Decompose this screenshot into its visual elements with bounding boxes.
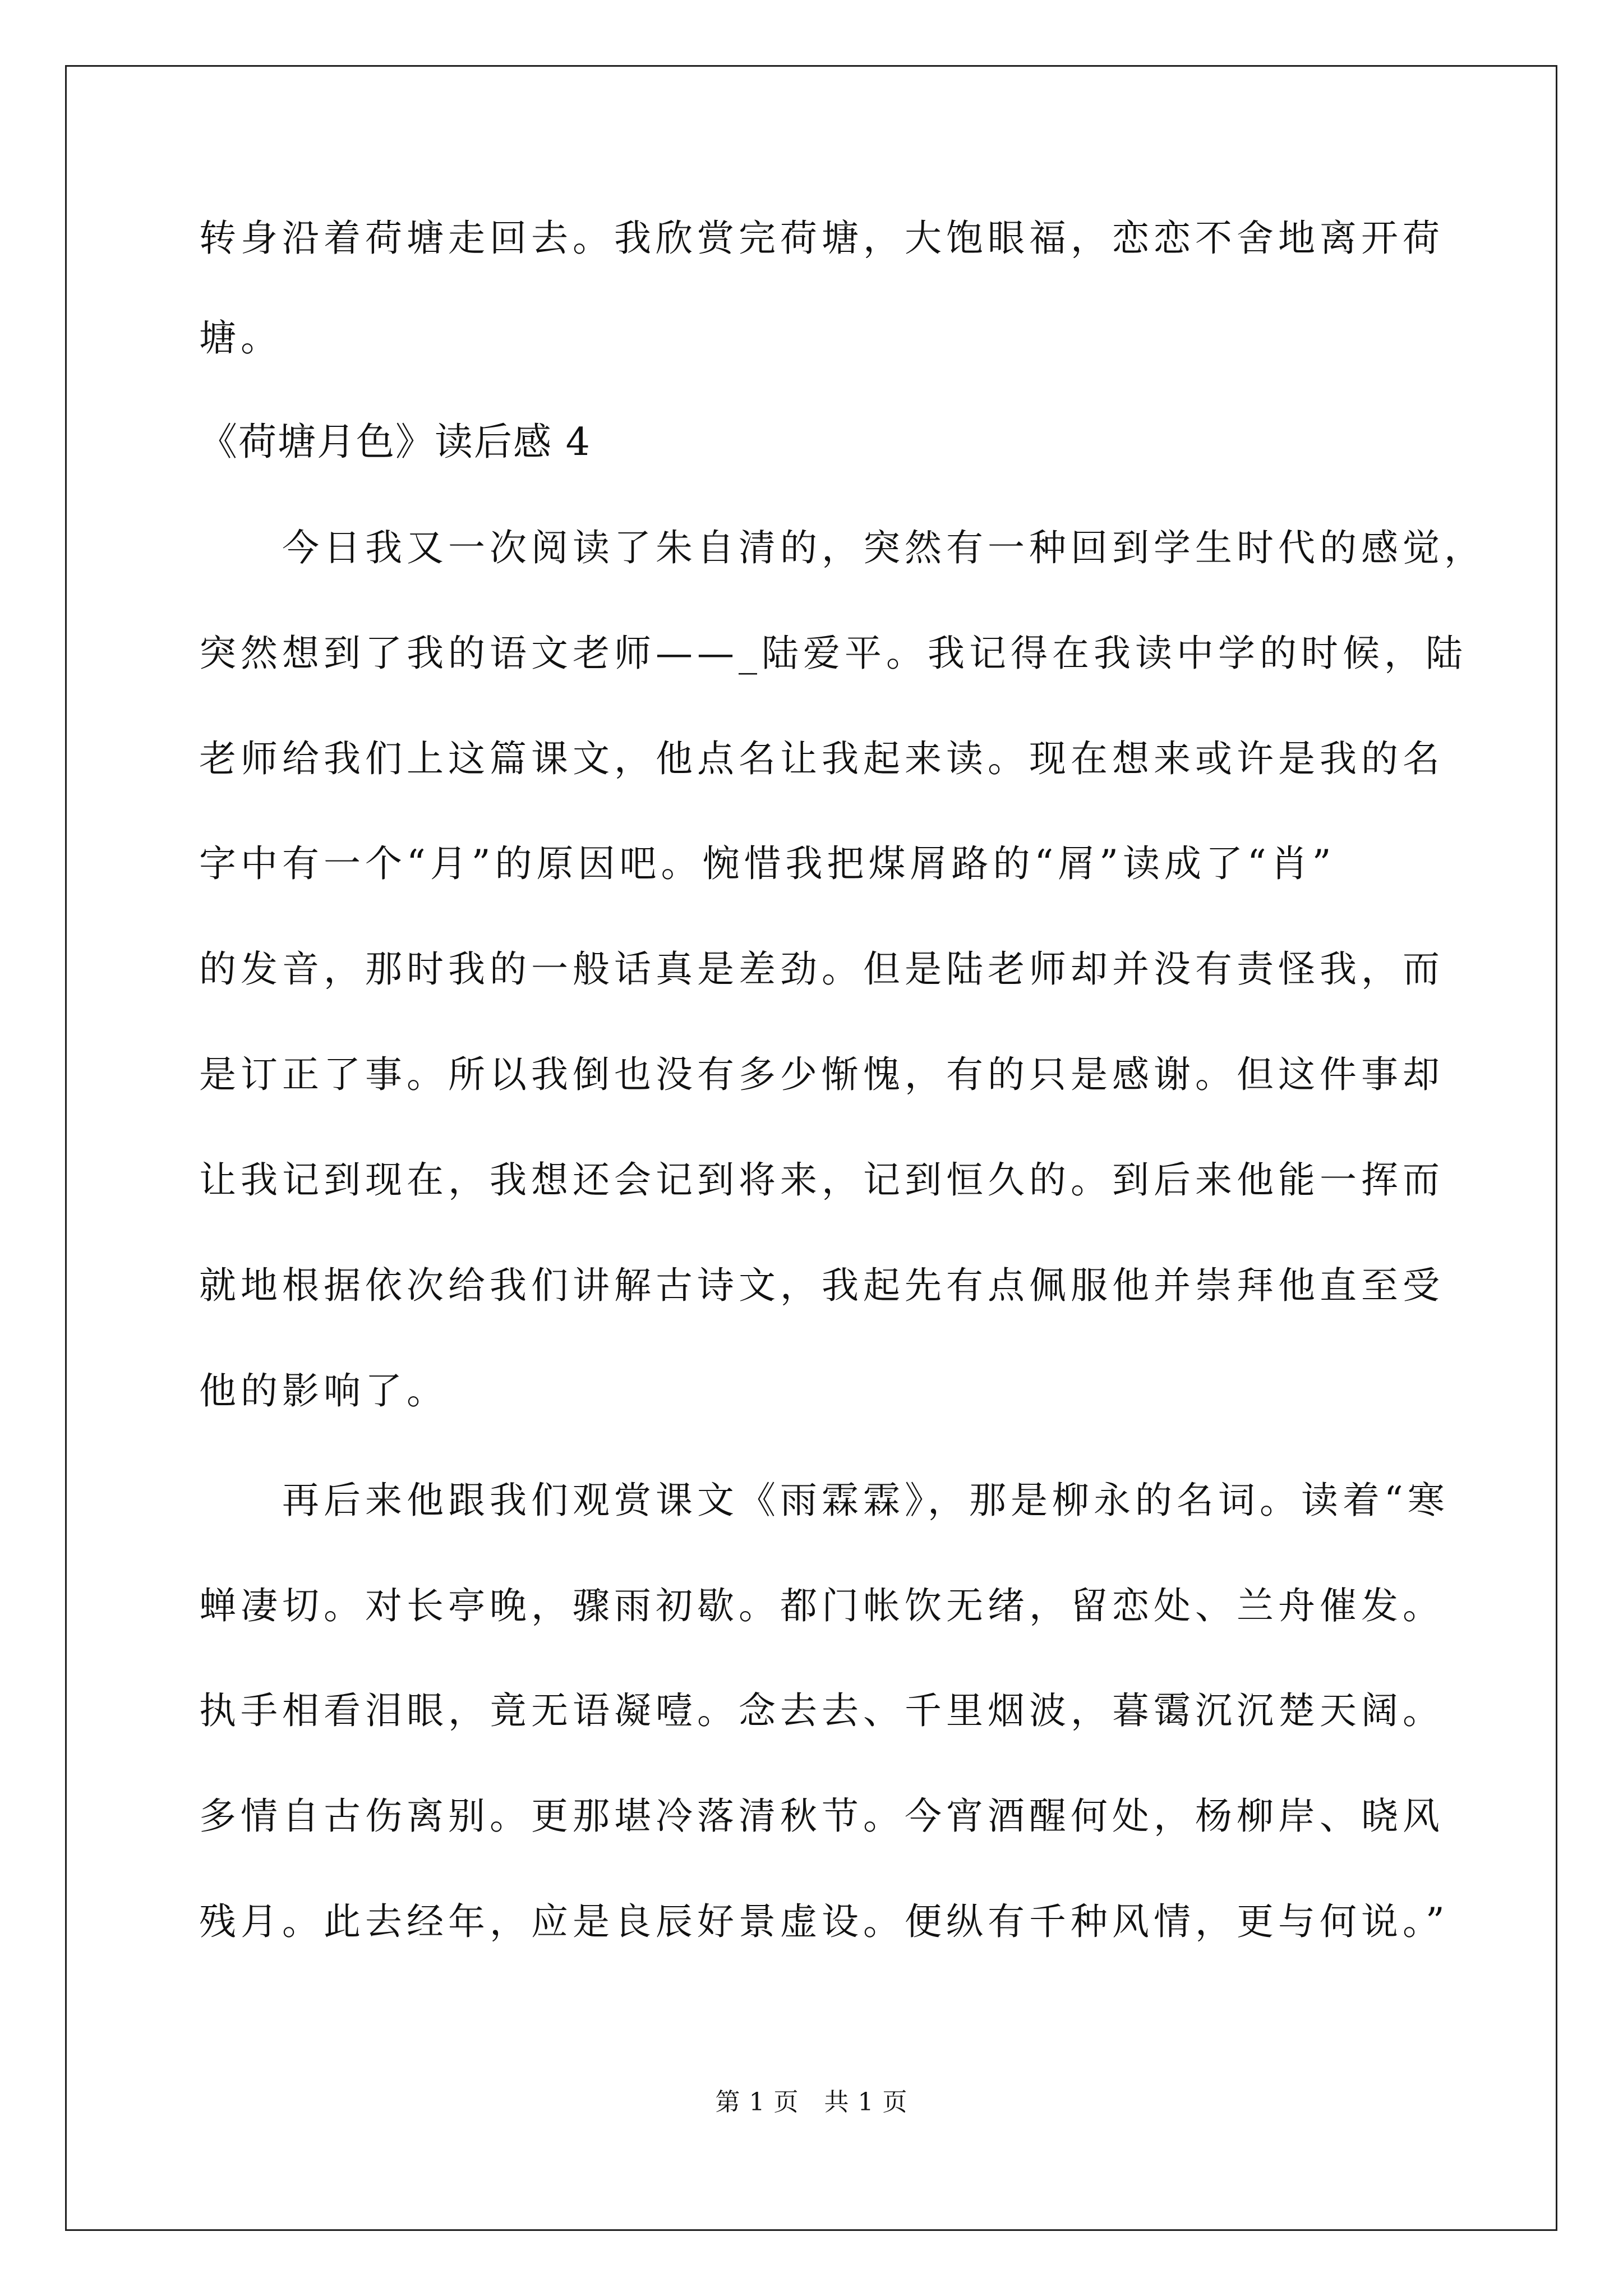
text-line: 多情自古伤离别。更那堪冷落清秋节。今宵酒醒何处，杨柳岸、晓风 xyxy=(199,1795,1444,1838)
text-line: 是订正了事。所以我倒也没有多少惭愧，有的只是感谢。但这件事却 xyxy=(199,1053,1444,1096)
text-line: 让我记到现在，我想还会记到将来，记到恒久的。到后来他能一挥而 xyxy=(199,1158,1444,1202)
text-line: 就地根据依次给我们讲解古诗文，我起先有点佩服他并崇拜他直至受 xyxy=(199,1264,1444,1307)
text-line: 再后来他跟我们观赏课文《雨霖霖》，那是柳永的名词。读着“寒 xyxy=(199,1479,1449,1522)
text-line: 执手相看泪眼，竟无语凝噎。念去去、千里烟波，暮霭沉沉楚天阔。 xyxy=(199,1689,1444,1732)
text-line: 残月。此去经年，应是良辰好景虚设。便纵有千种风情，更与何说。” xyxy=(199,1900,1449,1943)
text-line: 今日我又一次阅读了朱自清的，突然有一种回到学生时代的感觉， xyxy=(199,526,1486,569)
section-heading: 《荷塘月色》读后感 4 xyxy=(199,420,591,464)
text-line: 转身沿着荷塘走回去。我欣赏完荷塘，大饱眼福，恋恋不舍地离开荷 xyxy=(199,217,1444,260)
text-line: 塘。 xyxy=(199,316,282,360)
text-line: 蝉凄切。对长亭晚，骤雨初歇。都门帐饮无绪，留恋处、兰舟催发。 xyxy=(199,1584,1444,1627)
text-line: 他的影响了。 xyxy=(199,1369,448,1412)
page-footer: 第 1 页 共 1 页 xyxy=(715,2088,908,2116)
text-line: 的发音，那时我的一般话真是差劲。但是陆老师却并没有责怪我，而 xyxy=(199,947,1444,991)
text-line: 突然想到了我的语文老师——_陆爱平。我记得在我读中学的时候，陆 xyxy=(199,632,1467,675)
text-line: 老师给我们上这篇课文，他点名让我起来读。现在想来或许是我的名 xyxy=(199,737,1444,780)
text-line: 字中有一个“月”的原因吧。惋惜我把煤屑路的“屑”读成了“肖” xyxy=(199,842,1336,885)
